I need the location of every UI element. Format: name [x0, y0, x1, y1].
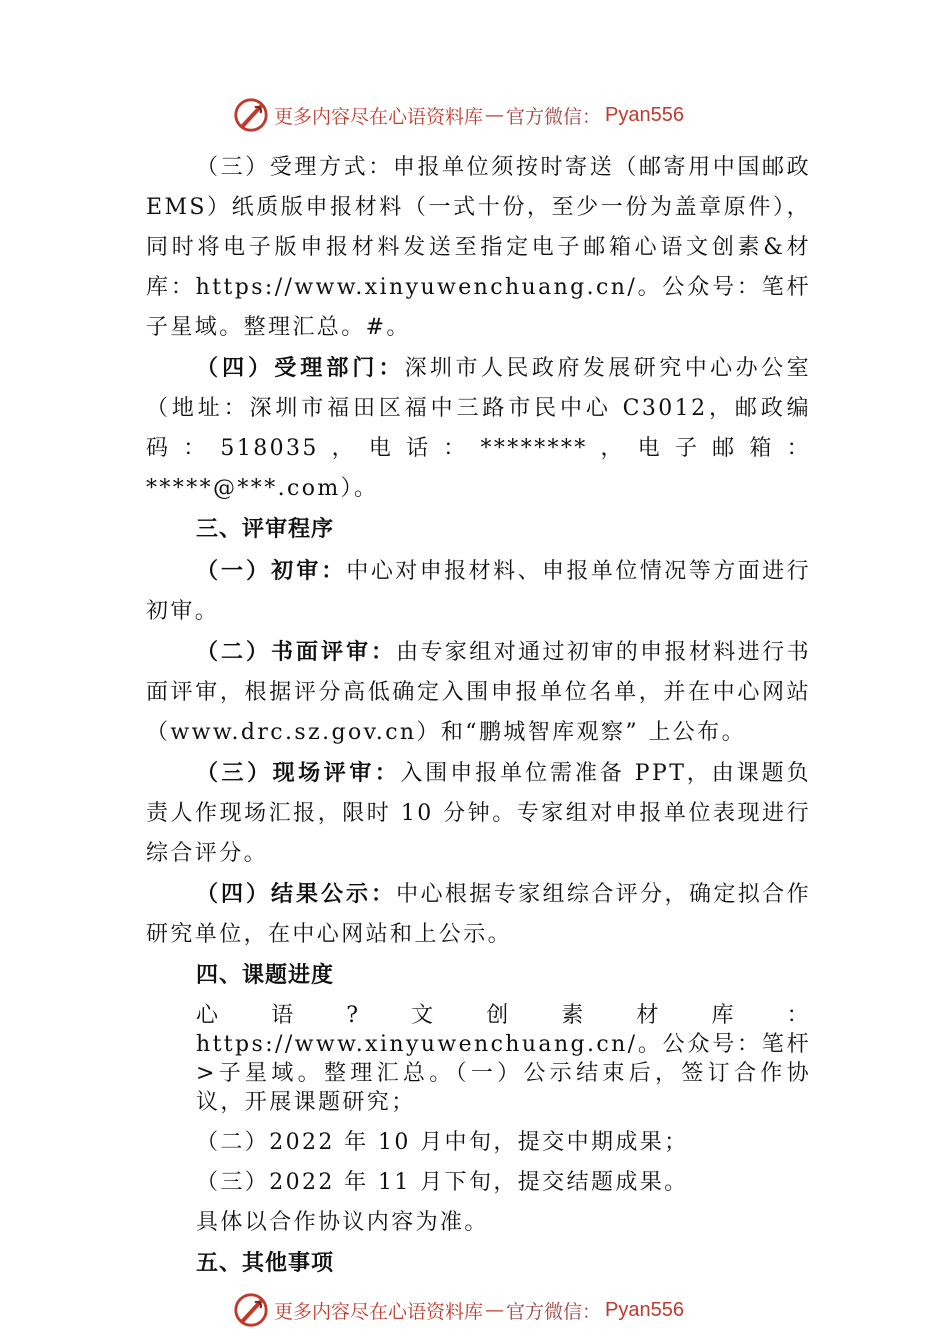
- section-heading-progress: 四、课题进度: [196, 963, 335, 988]
- acceptance-method-paragraph: （三）受理方式：申报单位须按时寄送（邮寄用中国邮政EMS）纸质版申报材料（一式十份，至少一份为盖章原件），同时将电子版申报材料发送至指定电子邮箱心语文创素&材库：https://www.xinyuwenchuang.cn/。公众号：笔杆子星域。整理汇总。#。: [146, 155, 811, 340]
- review-item: [146, 551, 811, 632]
- acceptance-department-paragraph: [146, 348, 811, 509]
- review-item-label: （二）书面评审：: [196, 639, 397, 665]
- progress-item: （二）2022 年 10 月中旬，提交中期成果；: [196, 1130, 689, 1155]
- banner-wechat-label: 官方微信：: [506, 105, 602, 128]
- section-heading-review: 三、评审程序: [196, 517, 335, 542]
- acceptance-department-label: （四）受理部门：: [196, 355, 405, 381]
- banner-text: 更多内容尽在心语资料库: [274, 1300, 484, 1323]
- review-item-text: 入围申报单位需准备 PPT，由课题负责人作现场汇报，限时 10 分钟。专家组对申报单位表现进行综合评分。: [146, 761, 811, 866]
- progress-item: 心语?文创素材库：https://www.xinyuwenchuang.cn/。公众号：笔杆>子星域。整理汇总。（一）公示结束后，签订合作协议，开展课题研究；: [196, 1003, 811, 1115]
- banner-wechat-id: Pyan556: [605, 1298, 684, 1321]
- progress-item: （三）2022 年 11 月下旬，提交结题成果。: [196, 1170, 689, 1195]
- review-item-label: （三）现场评审：: [196, 760, 401, 786]
- progress-item: 具体以合作协议内容为准。: [196, 1210, 489, 1235]
- banner-wechat-id: Pyan556: [605, 103, 684, 126]
- section-heading-other: 五、其他事项: [196, 1251, 335, 1276]
- banner-wechat-label: 官方微信：: [506, 1300, 602, 1323]
- header-banner: [232, 95, 684, 135]
- banner-text: 更多内容尽在心语资料库: [274, 105, 484, 128]
- banner-separator: —: [485, 1299, 505, 1321]
- document-body: [146, 148, 811, 1285]
- footer-banner: [232, 1290, 684, 1330]
- review-item-label: （一）初审：: [196, 558, 347, 584]
- banner-separator: —: [485, 104, 505, 126]
- review-item: [146, 753, 811, 874]
- review-item-label: （四）结果公示：: [196, 881, 397, 907]
- review-item: [146, 632, 811, 753]
- pen-logo-icon: [232, 1291, 270, 1329]
- review-item-text: 中心根据专家组综合评分，确定拟合作研究单位，在中心网站和上公示。: [146, 882, 811, 947]
- review-item-text: 中心对申报材料、申报单位情况等方面进行初审。: [146, 559, 811, 624]
- acceptance-department-text: 深圳市人民政府发展研究中心办公室（地址：深圳市福田区福中三路市民中心 C3012，邮政编码：518035，电话：********，电子邮箱：*****@***.com）。: [146, 356, 811, 501]
- review-item-text: 由专家组对通过初审的申报材料进行书面评审，根据评分高低确定入围申报单位名单，并在中心网站（www.drc.sz.gov.cn）和“鹏城智库观察” 上公布。: [146, 640, 811, 745]
- review-item: [146, 874, 811, 955]
- pen-logo-icon: [232, 96, 270, 134]
